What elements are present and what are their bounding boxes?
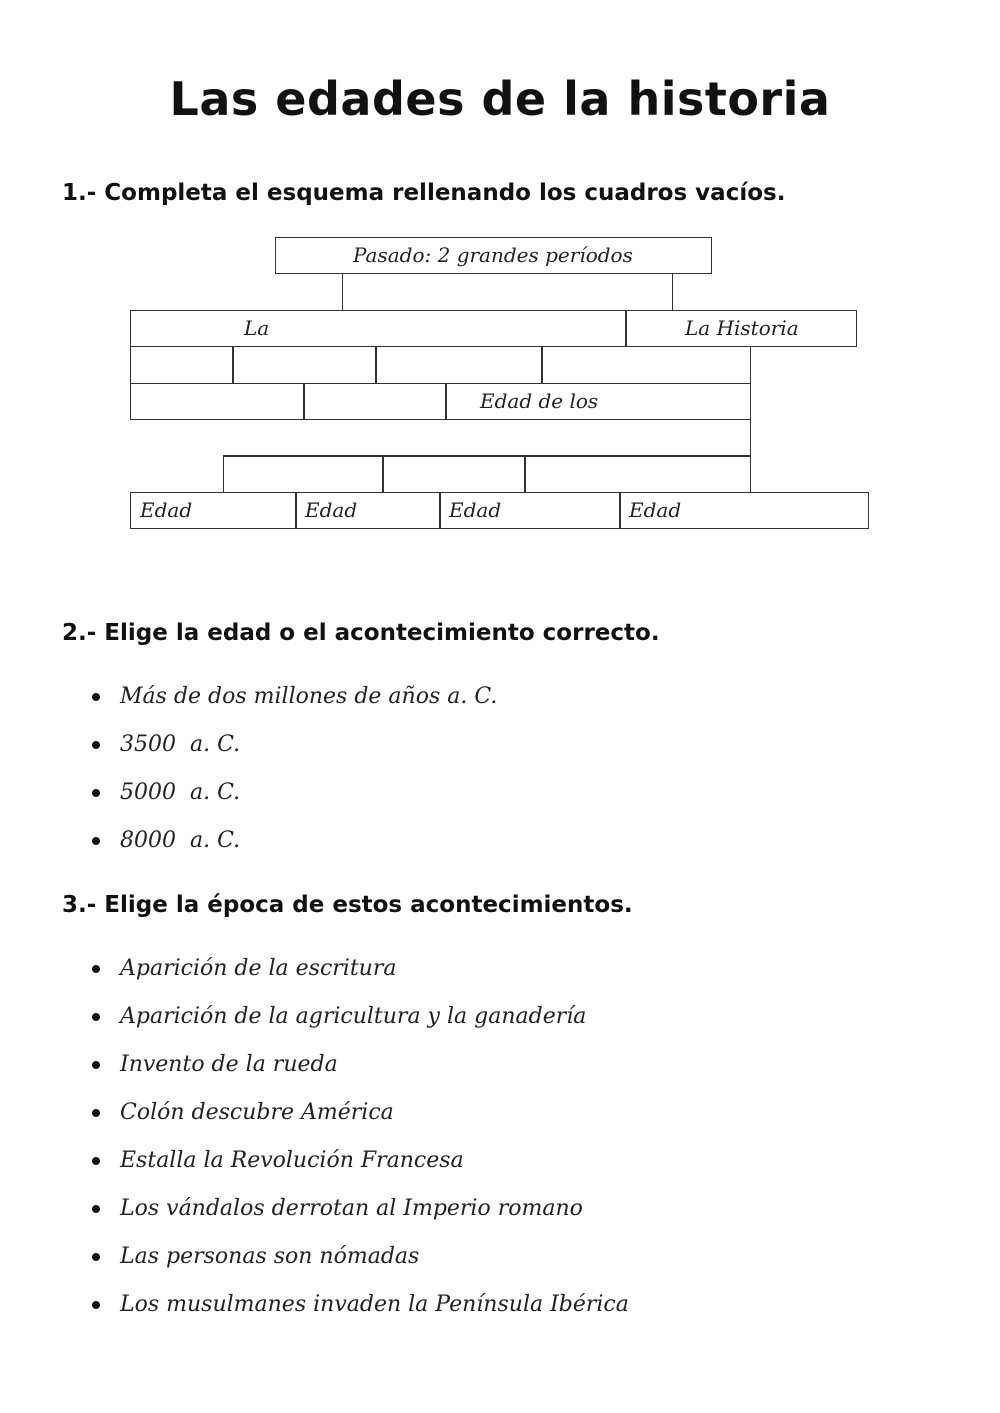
bullet-icon bbox=[92, 965, 100, 973]
list-item-text: Los musulmanes invaden la Península Ibérica bbox=[120, 1292, 629, 1317]
list-item[interactable] bbox=[88, 1185, 629, 1233]
section-2-heading: 2.- Elige la edad o el acontecimiento correcto. bbox=[62, 620, 660, 646]
scheme-blank-box[interactable] bbox=[375, 346, 543, 384]
bullet-icon bbox=[92, 1061, 100, 1069]
list-item[interactable] bbox=[88, 1089, 629, 1137]
list-item-text: 5000 a. C. bbox=[120, 780, 241, 805]
bullet-icon bbox=[92, 693, 100, 701]
list-item[interactable] bbox=[88, 1233, 629, 1281]
list-item-text: Estalla la Revolución Francesa bbox=[120, 1148, 464, 1173]
scheme-edad-de-los-label: Edad de los bbox=[480, 389, 599, 413]
scheme-edad-label: Edad bbox=[305, 498, 358, 522]
list-item-text: Colón descubre América bbox=[120, 1100, 394, 1125]
scheme-blank-box[interactable] bbox=[524, 455, 751, 493]
list-item[interactable] bbox=[88, 1281, 629, 1329]
scheme-edad-label: Edad bbox=[629, 498, 682, 522]
bullet-icon bbox=[92, 1013, 100, 1021]
list-item-text: Más de dos millones de años a. C. bbox=[120, 684, 498, 709]
list-item-text: Aparición de la escritura bbox=[120, 956, 397, 981]
scheme-edad-label: Edad bbox=[140, 498, 193, 522]
section-1-heading: 1.- Completa el esquema rellenando los cuadros vacíos. bbox=[62, 180, 786, 206]
section-2-list bbox=[88, 673, 497, 865]
scheme-la-historia-label: La Historia bbox=[685, 316, 799, 340]
list-item[interactable] bbox=[88, 993, 629, 1041]
scheme-edad-label: Edad bbox=[449, 498, 502, 522]
scheme-connector-box[interactable] bbox=[342, 273, 673, 311]
list-item[interactable] bbox=[88, 1137, 629, 1185]
section-3-heading: 3.- Elige la época de estos acontecimientos. bbox=[62, 892, 633, 918]
history-scheme bbox=[0, 0, 1000, 600]
bullet-icon bbox=[92, 837, 100, 845]
list-item[interactable] bbox=[88, 721, 497, 769]
list-item-text: Las personas son nómadas bbox=[120, 1244, 420, 1269]
list-item-text: 3500 a. C. bbox=[120, 732, 241, 757]
list-item[interactable] bbox=[88, 673, 497, 721]
bullet-icon bbox=[92, 1253, 100, 1261]
scheme-blank-box[interactable] bbox=[130, 383, 305, 420]
scheme-blank-box[interactable] bbox=[303, 383, 447, 420]
scheme-blank-box[interactable] bbox=[232, 346, 377, 384]
list-item-text: 8000 a. C. bbox=[120, 828, 241, 853]
bullet-icon bbox=[92, 1205, 100, 1213]
bullet-icon bbox=[92, 789, 100, 797]
list-item-text: Aparición de la agricultura y la ganadería bbox=[120, 1004, 587, 1029]
section-3-list bbox=[88, 945, 629, 1329]
list-item[interactable] bbox=[88, 817, 497, 865]
scheme-blank-box[interactable] bbox=[541, 346, 751, 384]
page-title: Las edades de la historia bbox=[169, 72, 831, 126]
list-item-text: Los vándalos derrotan al Imperio romano bbox=[120, 1196, 583, 1221]
bullet-icon bbox=[92, 1301, 100, 1309]
scheme-blank-box[interactable] bbox=[382, 455, 526, 493]
scheme-blank-box[interactable] bbox=[223, 455, 384, 493]
list-item[interactable] bbox=[88, 945, 629, 993]
bullet-icon bbox=[92, 1109, 100, 1117]
scheme-blank-box[interactable] bbox=[130, 346, 234, 384]
list-item[interactable] bbox=[88, 1041, 629, 1089]
scheme-la-box[interactable] bbox=[130, 310, 627, 347]
list-item[interactable] bbox=[88, 769, 497, 817]
list-item-text: Invento de la rueda bbox=[120, 1052, 338, 1077]
scheme-top-label: Pasado: 2 grandes períodos bbox=[353, 243, 633, 267]
scheme-blank-box[interactable] bbox=[223, 419, 751, 457]
bullet-icon bbox=[92, 1157, 100, 1165]
scheme-la-label: La bbox=[244, 316, 270, 340]
bullet-icon bbox=[92, 741, 100, 749]
